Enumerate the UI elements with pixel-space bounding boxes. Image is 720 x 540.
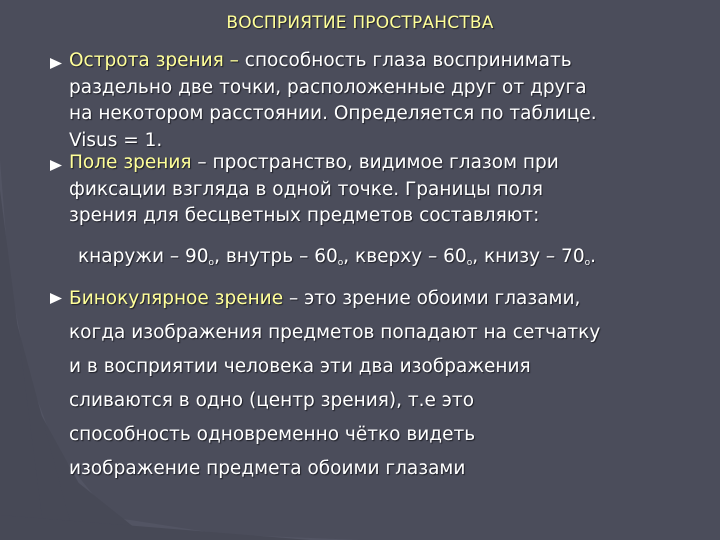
arrow-pointer-icon bbox=[50, 293, 63, 305]
text-line: и в восприятии человека эти два изображения bbox=[69, 356, 531, 377]
text-line: – это зрение обоими глазами, bbox=[283, 288, 581, 309]
limit-downward: , книзу – 70 bbox=[472, 246, 585, 267]
limit-outward: кнаружи – 90 bbox=[78, 246, 209, 267]
degree-mark: о bbox=[584, 258, 591, 268]
text-line: фиксации взгляда в одной точке. Границы поля bbox=[69, 178, 543, 200]
bullet-text bbox=[69, 48, 689, 154]
term-label: Острота зрения – bbox=[69, 50, 239, 71]
field-limits-line bbox=[78, 243, 698, 271]
arrow-pointer-icon bbox=[50, 160, 63, 172]
text-line: зрения для бесцветных предметов составляют: bbox=[69, 205, 540, 226]
term-label: Бинокулярное зрение bbox=[69, 288, 284, 309]
bullet-text bbox=[69, 282, 689, 486]
bullet-text bbox=[69, 150, 689, 230]
text-line: раздельно две точки, расположенные друг от друга bbox=[69, 76, 587, 98]
text-line: Visus = 1. bbox=[69, 129, 163, 151]
term-label: Поле зрения bbox=[69, 152, 192, 173]
degree-mark: о bbox=[208, 258, 215, 268]
limit-end-mark: . bbox=[590, 246, 597, 267]
text-line: сливаются в одно (центр зрения), т.е это bbox=[69, 390, 475, 411]
text-line: – пространство, видимое глазом при bbox=[191, 152, 559, 173]
text-line: изображение предмета обоими глазами bbox=[69, 458, 466, 479]
arrow-pointer-icon bbox=[50, 58, 63, 70]
text-line: когда изображения предметов попадают на сетчатку bbox=[69, 322, 601, 343]
text-line: способность одновременно чётко видеть bbox=[69, 424, 476, 445]
degree-mark: о bbox=[466, 258, 473, 268]
text-line: на некотором расстоянии. Определяется по таблице. bbox=[69, 103, 597, 124]
text-line: способность глаза воспринимать bbox=[238, 50, 572, 71]
slide-title: ВОСПРИЯТИЕ ПРОСТРАНСТВА bbox=[226, 13, 494, 33]
limit-inward: , внутрь – 60 bbox=[214, 246, 338, 267]
limit-upward: , кверху – 60 bbox=[343, 246, 467, 267]
degree-mark: о bbox=[337, 258, 344, 268]
